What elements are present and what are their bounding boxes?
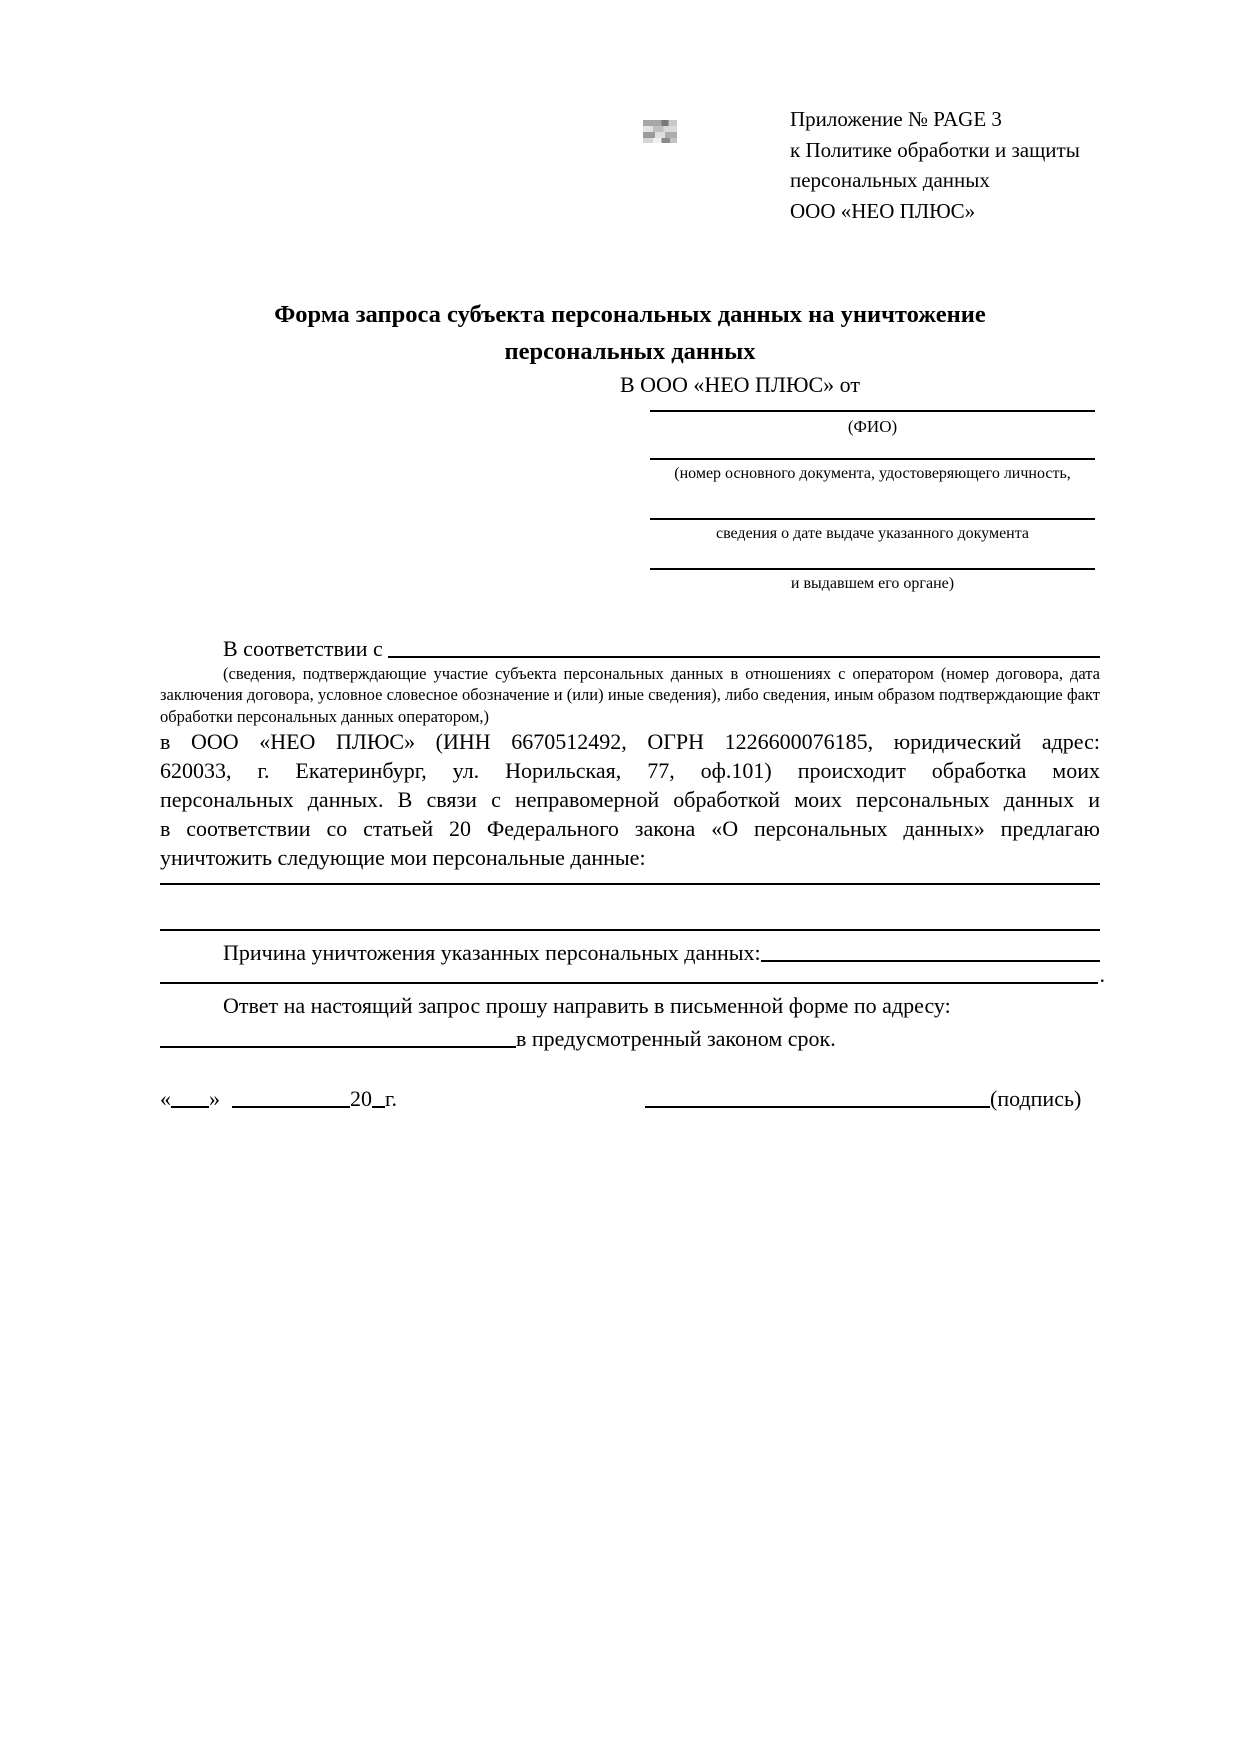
field-caption: и выдавшем его органе)	[790, 575, 955, 592]
date-close-quote: »	[209, 1086, 220, 1111]
body-line-1: в ООО «НЕО ПЛЮС» (ИНН 6670512492, ОГРН 1226600076185, юридический адрес:	[160, 729, 1100, 754]
body-line-4: в соответствии со статьей 20 Федерального закона «О персональных данных» предлагаю	[160, 816, 1100, 841]
answer-tail-text: в предусмотренный законом срок.	[516, 1026, 836, 1051]
policy-line-2: персональных данных	[790, 168, 990, 192]
fill-line	[650, 410, 1095, 412]
fill-line-year	[372, 1106, 385, 1108]
body-line-5: уничтожить следующие мои персональные данные:	[160, 845, 646, 870]
company-name: ООО «НЕО ПЛЮС»	[790, 198, 976, 223]
fill-field-document-number	[650, 458, 1095, 483]
note-line-3: обработки персональных данных оператором,)	[160, 706, 490, 726]
answer-address-row	[160, 1022, 1100, 1052]
policy-line-1: к Политике обработки и защиты	[790, 137, 1080, 162]
note-line-1: (сведения, подтверждающие участие субъекта персональных данных в отношениях с оператором (номер договора, дата	[223, 664, 1100, 683]
fill-line	[388, 656, 1100, 658]
body-paragraph	[160, 727, 1100, 872]
fill-line	[160, 883, 1100, 885]
artifact-stripe	[643, 138, 677, 143]
fill-field-issue-date	[650, 518, 1095, 543]
title-line-2: персональных данных	[504, 338, 756, 365]
date-year-prefix: 20	[350, 1086, 372, 1111]
appendix-header	[790, 104, 1150, 226]
appendix-number-line: Приложение № PAGE 3	[790, 107, 1002, 131]
title-line-1: Форма запроса субъекта персональных данных на уничтожение	[274, 301, 986, 328]
fill-line	[650, 458, 1095, 460]
note-line-2: заключения договора, условное словесное обозначение и (или) иные сведения), либо сведения, иным образом подтверждающие факт	[160, 685, 1100, 705]
body-line-2: 620033, г. Екатеринбург, ул. Норильская, 77, оф.101) происходит обработка моих	[160, 758, 1100, 783]
field-caption: (ФИО)	[847, 417, 898, 436]
fill-line-month	[232, 1106, 350, 1108]
fill-field-fio	[650, 410, 1095, 437]
fill-line-day	[171, 1106, 209, 1108]
fill-line	[160, 1046, 516, 1048]
body-line-3: персональных данных. В связи с неправомерной обработкой моих персональных данных и	[160, 787, 1100, 812]
blurred-artifact-image	[643, 120, 677, 143]
accordance-row	[160, 632, 1100, 662]
fill-line-signature	[645, 1106, 990, 1108]
reason-label: Причина уничтожения указанных персональных данных:	[223, 940, 761, 965]
document-title	[160, 296, 1100, 370]
sentence-period: .	[1099, 962, 1105, 987]
field-caption: (номер основного документа, удостоверяющего личность,	[674, 465, 1071, 482]
date-row	[160, 1082, 397, 1112]
fill-line	[160, 982, 1098, 984]
signature-row	[645, 1082, 1081, 1112]
fill-field-issuing-authority	[650, 568, 1095, 593]
fill-line	[650, 518, 1095, 520]
fill-line	[160, 929, 1100, 931]
explanatory-note	[160, 663, 1100, 727]
date-open-quote: «	[160, 1086, 171, 1111]
addressee-line: В ООО «НЕО ПЛЮС» от	[620, 372, 860, 397]
signature-caption: (подпись)	[990, 1086, 1082, 1111]
field-caption: сведения о дате выдаче указанного документа	[715, 525, 1030, 542]
accordance-lead-text: В соответствии с	[223, 636, 389, 661]
fill-line	[650, 568, 1095, 570]
date-year-suffix: г.	[385, 1086, 398, 1111]
reason-continuation-row	[160, 962, 1105, 988]
answer-request-line: Ответ на настоящий запрос прошу направить в письменной форме по адресу:	[223, 993, 951, 1018]
